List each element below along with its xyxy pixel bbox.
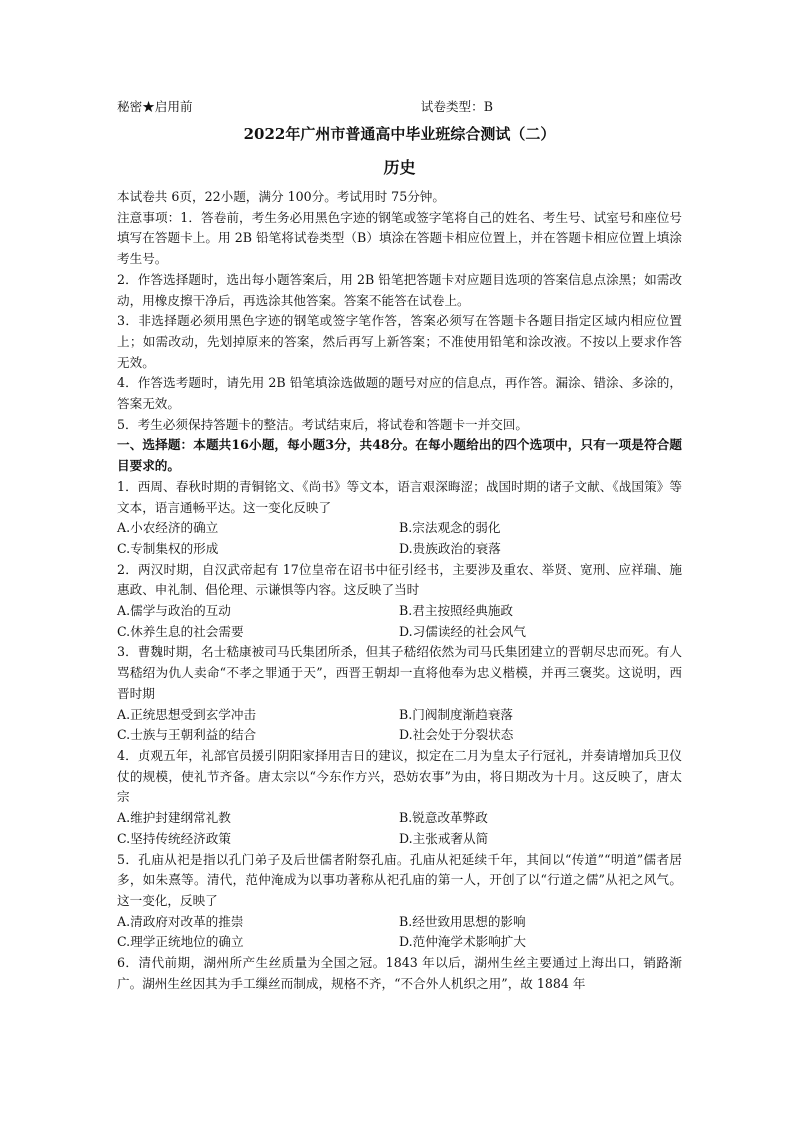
exam-page bbox=[117, 97, 682, 994]
option: D.贵族政治的衰落 bbox=[399, 540, 501, 556]
subject-title: 历史 bbox=[383, 158, 416, 177]
option: B.君主按照经典施政 bbox=[399, 603, 514, 619]
intro-text: 本试卷共 6页，22小题，满分 100分。考试用时 75分钟。 bbox=[117, 189, 445, 204]
note-2: 2．作答选择题时，选出每小题答案后，用 2B 铅笔把答题卡对应题目选项的答案信息点涂黑；如需改动，用橡皮擦干净后，再选涂其他答案。答案不能答在试卷上。 bbox=[117, 271, 682, 308]
question-4-options bbox=[117, 808, 682, 849]
option: A.儒学与政治的互动 bbox=[117, 603, 231, 619]
option: C.休养生息的社会需要 bbox=[117, 623, 244, 639]
option: C.专制集权的形成 bbox=[117, 540, 219, 556]
question-2-stem: 2．两汉时期，自汉武帝起有 17位皇帝在诏书中征引经书，主要涉及重农、举贤、宽刑、应祥瑞、施惠政、申礼制、倡伦理、示谦惧等内容。这反映了当时 bbox=[117, 561, 682, 598]
note-4: 4．作答选考题时，请先用 2B 铅笔填涂选做题的题号对应的信息点，再作答。漏涂、错涂、多涂的，答案无效。 bbox=[117, 375, 682, 412]
option: A.清政府对改革的推崇 bbox=[117, 913, 244, 929]
option: D.社会处于分裂状态 bbox=[399, 727, 514, 743]
note-5: 5．考生必须保持答题卡的整洁。考试结束后，将试卷和答题卡一并交回。 bbox=[117, 416, 529, 432]
confidential-label: 秘密★启用前 bbox=[117, 99, 193, 114]
note-3: 3．非选择题必须用黑色字迹的钢笔或签字笔作答，答案必须写在答题卡各题目指定区域内相应位置上；如需改动，先划掉原来的答案，然后再写上新答案；不准使用铅笔和涂改液。不按以上要求作答无效。 bbox=[117, 313, 682, 370]
option: D.习儒读经的社会风气 bbox=[399, 623, 526, 639]
question-6-stem: 6．清代前期，湖州所产生丝质量为全国之冠。1843 年以后，湖州生丝主要通过上海出口，销路渐广。湖州生丝因其为手工缫丝而制成，规格不齐，“不合外人机织之用”，故 1884 年 bbox=[117, 955, 682, 991]
option: A.正统思想受到玄学冲击 bbox=[117, 706, 257, 722]
option: A.维护封建纲常礼教 bbox=[117, 810, 231, 826]
option: D.范仲淹学术影响扩大 bbox=[399, 934, 526, 950]
question-1-options bbox=[117, 518, 682, 559]
exam-title: 2022年广州市普通高中毕业班综合测试（二） bbox=[243, 125, 556, 143]
note-1: 注意事项：1．答卷前，考生务必用黑色字迹的钢笔或签字笔将自己的姓名、考生号、试室号和座位号填写在答题卡上。用 2B 铅笔将试卷类型（B）填涂在答题卡相应位置上，并在答题卡相应位置上填涂考生号。 bbox=[117, 209, 682, 267]
option: C.理学正统地位的确立 bbox=[117, 934, 244, 950]
question-4-stem: 4．贞观五年，礼部官员援引阴阳家择用吉日的建议，拟定在二月为皇太子行冠礼，并奏请增加兵卫仪仗的规模，使礼节齐备。唐太宗以“今东作方兴，恐妨农事”为由，将日期改为十月。这反映了，唐太宗 bbox=[117, 747, 682, 805]
option: B.门阀制度渐趋衰落 bbox=[399, 706, 514, 722]
option: B.宗法观念的弱化 bbox=[399, 520, 501, 536]
option: D.主张戒奢从简 bbox=[399, 830, 489, 846]
option: C.士族与王朝利益的结合 bbox=[117, 727, 257, 743]
option: B.经世致用思想的影响 bbox=[399, 913, 526, 929]
question-5-options bbox=[117, 912, 682, 953]
question-1-stem: 1．西周、春秋时期的青铜铭文、《尚书》等文本，语言艰深晦涩；战国时期的诸子文献、《战国策》等文本，语言通畅平达。这一变化反映了 bbox=[117, 478, 682, 515]
question-3-stem: 3．曹魏时期，名士嵇康被司马氏集团所杀，但其子嵇绍依然为司马氏集团建立的晋朝尽忠而死。有人骂嵇绍为仇人卖命“不孝之罪通于天”，西晋王朝却一直将他奉为忠义楷模，并再三褒奖。这说明，西晋时期 bbox=[117, 644, 682, 701]
option: B.锐意改革弊政 bbox=[399, 810, 488, 826]
question-2-options bbox=[117, 601, 682, 642]
section-heading: 一、选择题：本题共16小题，每小题3分，共48分。在每小题给出的四个选项中，只有一项是符合题目要求的。 bbox=[117, 437, 682, 474]
option: C.坚持传统经济政策 bbox=[117, 830, 231, 846]
question-5-stem: 5．孔庙从祀是指以孔门弟子及后世儒者附祭孔庙。孔庙从祀延续千年，其间以“传道”“明道”儒者居多，如朱熹等。清代，范仲淹成为以事功著称从祀孔庙的第一人，开创了以“行道之儒”从祀之风气。这一变化，反映了 bbox=[117, 851, 682, 908]
paper-type-label: 试卷类型：B bbox=[420, 99, 493, 114]
header bbox=[117, 97, 682, 119]
question-3-options bbox=[117, 705, 682, 746]
option: A.小农经济的确立 bbox=[117, 520, 219, 536]
